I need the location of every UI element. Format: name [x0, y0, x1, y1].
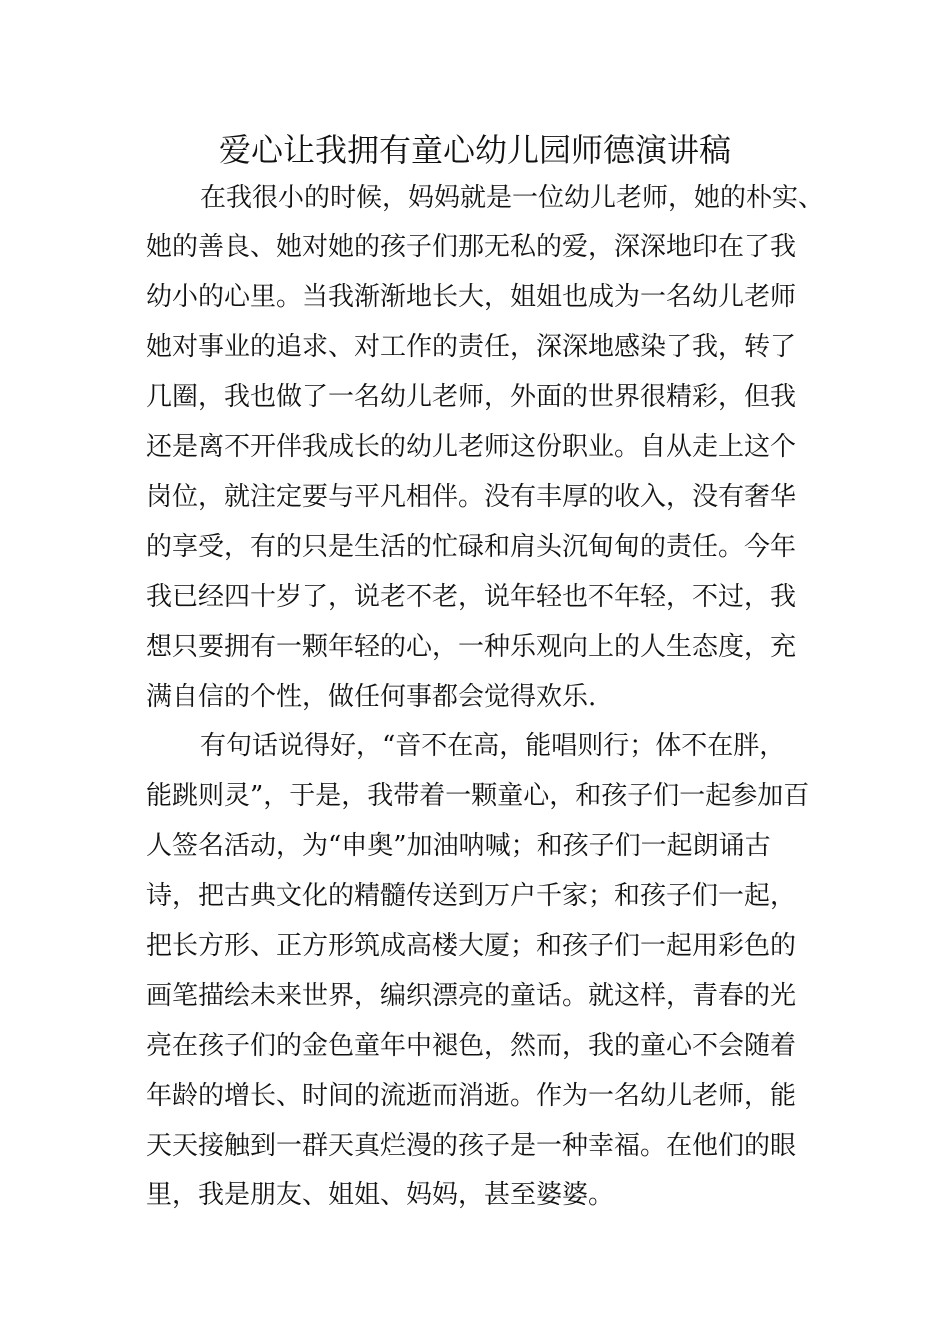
paragraph-line: 天天接触到一群天真烂漫的孩子是一种幸福。在他们的眼: [146, 1131, 797, 1161]
paragraph-line: 还是离不开伴我成长的幼儿老师这份职业。自从走上这个: [146, 432, 797, 462]
paragraph-line: 几圈，我也做了一名幼儿老师，外面的世界很精彩，但我: [146, 382, 797, 412]
document-title: 爱心让我拥有童心幼儿园师德演讲稿: [218, 131, 731, 169]
paragraph-line: 能跳则灵”，于是，我带着一颗童心，和孩子们一起参加百: [146, 781, 810, 811]
paragraph-line: 诗，把古典文化的精髓传送到万户千家；和孩子们一起，: [146, 881, 797, 911]
paragraph-line: 她的善良、她对她的孩子们那无私的爱，深深地印在了我: [146, 232, 797, 262]
paragraph-line: 把长方形、正方形筑成高楼大厦；和孩子们一起用彩色的: [146, 931, 797, 961]
paragraph-line: 她对事业的追求、对工作的责任，深深地感染了我，转了: [146, 332, 797, 362]
paragraph-line: 岗位，就注定要与平凡相伴。没有丰厚的收入，没有奢华: [146, 482, 797, 512]
paragraph-line: 想只要拥有一颗年轻的心，一种乐观向上的人生态度，充: [146, 632, 797, 662]
paragraph-line: 满自信的个性，做任何事都会觉得欢乐.: [146, 682, 597, 712]
paragraph-line: 有句话说得好，“音不在高，能唱则行；体不在胖，: [200, 731, 786, 761]
paragraph-line: 人签名活动，为“申奥”加油呐喊；和孩子们一起朗诵古: [146, 831, 771, 861]
paragraph-line: 我已经四十岁了，说老不老，说年轻也不年轻，不过，我: [146, 582, 797, 612]
paragraph-line: 的享受，有的只是生活的忙碌和肩头沉甸甸的责任。今年: [146, 532, 797, 562]
paragraph-line: 年龄的增长、时间的流逝而消逝。作为一名幼儿老师，能: [146, 1081, 797, 1111]
paragraph-line: 亮在孩子们的金色童年中褪色，然而，我的童心不会随着: [146, 1031, 797, 1061]
paragraph-line: 幼小的心里。当我渐渐地长大，姐姐也成为一名幼儿老师: [146, 282, 797, 312]
paragraph-line: 里，我是朋友、姐姐、妈妈，甚至婆婆。: [146, 1180, 615, 1210]
paragraph-line: 在我很小的时候，妈妈就是一位幼儿老师，她的朴实、: [200, 183, 825, 213]
paragraph-line: 画笔描绘未来世界，编织漂亮的童话。就这样，青春的光: [146, 981, 797, 1011]
